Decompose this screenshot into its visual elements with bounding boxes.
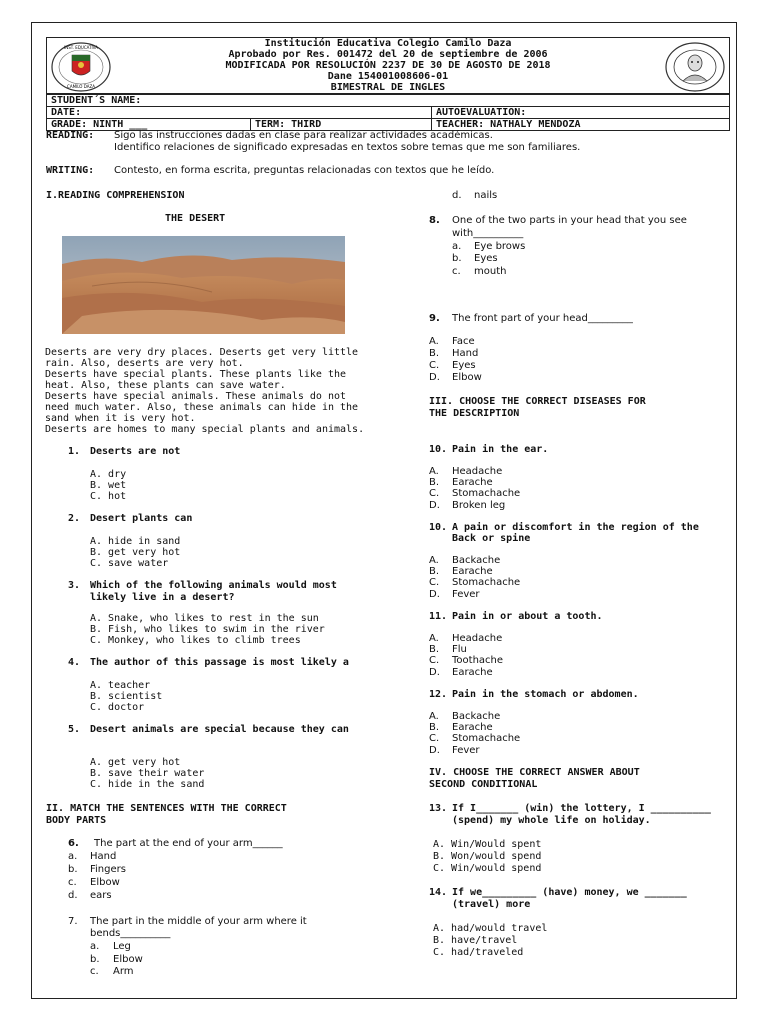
option-letter: B. (429, 566, 440, 577)
section-4-title: IV. CHOOSE THE CORRECT ANSWER ABOUT (429, 767, 640, 778)
answer-option[interactable]: B. Fish, who likes to swim in the river (90, 624, 325, 635)
answer-option[interactable]: Stomachache (452, 577, 521, 588)
question-text: Deserts are not (90, 446, 181, 457)
writing-objective: Contesto, en forma escrita, preguntas relacionadas con textos que he leído. (114, 165, 495, 176)
svg-text:CAMILO DAZA: CAMILO DAZA (67, 84, 95, 89)
question-text: Pain in the stomach or abdomen. (452, 689, 639, 700)
term-field: TERM: THIRD (251, 119, 432, 131)
answer-option[interactable]: C. save water (90, 558, 169, 569)
school-name: Institución Educativa Colegio Camilo Daza (264, 38, 512, 49)
modification-line: MODIFICADA POR RESOLUCIÓN 2237 DE 30 DE AGOSTO DE 2018 (225, 60, 551, 71)
option-letter: c. (452, 266, 461, 277)
question-number: 9. (429, 313, 440, 324)
question-text-cont: with__________ (452, 228, 524, 239)
question-text: If we_________ (have) money, we _______ (452, 887, 687, 898)
answer-option[interactable]: Eye brows (474, 241, 526, 252)
question-number: 13. (429, 803, 448, 814)
option-letter: b. (90, 954, 100, 965)
section-2-title: II. MATCH THE SENTENCES WITH THE CORRECT (46, 803, 287, 814)
option-letter: a. (452, 241, 462, 252)
autoevaluation-field[interactable]: AUTOEVALUATION: (432, 107, 730, 119)
answer-option[interactable]: Earache (452, 477, 493, 488)
answer-option[interactable]: B. Won/would spend (433, 851, 542, 862)
answer-option[interactable]: C. had/traveled (433, 947, 524, 958)
answer-option[interactable]: nails (474, 190, 498, 201)
section-2-title-cont: BODY PARTS (46, 815, 107, 826)
question-text: The front part of your head_________ (452, 313, 633, 324)
answer-option[interactable]: Face (452, 336, 475, 347)
answer-option[interactable]: A. get very hot (90, 757, 181, 768)
answer-option[interactable]: B. have/travel (433, 935, 518, 946)
answer-option[interactable]: C. hot (90, 491, 127, 502)
answer-option[interactable]: B. scientist (90, 691, 163, 702)
answer-option[interactable]: Elbow (452, 372, 482, 383)
passage-title: THE DESERT (165, 213, 226, 224)
passage-paragraph: Deserts have special animals. These animals do not need much water. Also, these animals can hide in the sand when it is very hot. (45, 391, 359, 424)
question-number: 3. (68, 580, 81, 591)
answer-option[interactable]: A. teacher (90, 680, 151, 691)
answer-option[interactable]: A. dry (90, 469, 127, 480)
answer-option[interactable]: C. hide in the sand (90, 779, 205, 790)
question-number: 6. (68, 838, 79, 849)
answer-option[interactable]: Flu (452, 644, 467, 655)
option-letter: d. (452, 190, 462, 201)
seal-portrait-logo-icon (664, 41, 726, 93)
teacher-field: TEACHER: NATHALY MENDOZA (432, 119, 730, 131)
option-letter: a. (68, 851, 78, 862)
question-number: 7. (68, 916, 78, 927)
section-3-title: III. CHOOSE THE CORRECT DISEASES FOR (429, 396, 646, 407)
section-3-title-cont: THE DESCRIPTION (429, 408, 520, 419)
question-text: Desert animals are special because they can (90, 724, 349, 735)
answer-option[interactable]: A. Snake, who likes to rest in the sun (90, 613, 319, 624)
answer-option[interactable]: A. hide in sand (90, 536, 181, 547)
question-text: If I_______ (win) the lottery, I __________ (452, 803, 711, 814)
option-letter: b. (68, 864, 78, 875)
answer-option[interactable]: Stomachache (452, 488, 521, 499)
svg-text:INST. EDUCATIVA: INST. EDUCATIVA (64, 45, 98, 50)
option-letter: c. (90, 966, 99, 977)
question-text: The part at the end of your arm______ (94, 838, 283, 849)
answer-option[interactable]: Eyes (474, 253, 498, 264)
question-number: 11. (429, 611, 448, 622)
question-text: A pain or discomfort in the region of the (452, 522, 699, 533)
approval-line: Aprobado por Res. 001472 del 20 de septiembre de 2006 (228, 49, 548, 60)
option-letter: c. (68, 877, 77, 888)
school-crest-logo-icon (50, 41, 112, 93)
date-field[interactable]: DATE: (47, 107, 432, 119)
answer-option[interactable]: Fingers (90, 864, 126, 875)
answer-option[interactable]: Hand (90, 851, 117, 862)
option-letter: A. (429, 711, 439, 722)
answer-option[interactable]: Fever (452, 745, 480, 756)
question-number: 10. (429, 522, 448, 533)
answer-option[interactable]: Broken leg (452, 500, 506, 511)
section-4-title-cont: SECOND CONDITIONAL (429, 779, 538, 790)
question-text-cont: Back or spine (452, 533, 531, 544)
answer-option[interactable]: Headache (452, 466, 503, 477)
student-info-table (46, 94, 730, 131)
reading-label: READING: (46, 130, 95, 141)
option-letter: B. (429, 477, 440, 488)
option-letter: b. (452, 253, 462, 264)
answer-option[interactable]: Leg (113, 941, 131, 952)
option-letter: C. (429, 733, 440, 744)
answer-option[interactable]: Elbow (113, 954, 143, 965)
option-letter: B. (429, 722, 440, 733)
passage-paragraph: Deserts are very dry places. Deserts get very little rain. Also, deserts are very hot. (45, 347, 359, 369)
grade-field: GRADE: NINTH ___ (47, 119, 251, 131)
answer-option[interactable]: Eyes (452, 360, 476, 371)
section-1-title: I.READING COMPREHENSION (46, 190, 185, 201)
answer-option[interactable]: Earache (452, 566, 493, 577)
passage-paragraph: Deserts have special plants. These plants like the heat. Also, these plants can save water. (45, 369, 347, 391)
answer-option[interactable]: Headache (452, 633, 503, 644)
student-name-field[interactable]: STUDENT´S NAME: (47, 95, 730, 107)
answer-option[interactable]: Earache (452, 667, 493, 678)
question-number: 1. (68, 446, 81, 457)
desert-photo (62, 236, 345, 334)
option-letter: A. (429, 555, 439, 566)
answer-option[interactable]: Fever (452, 589, 480, 600)
writing-label: WRITING: (46, 165, 95, 176)
answer-option[interactable]: B. wet (90, 480, 127, 491)
question-text: Desert plants can (90, 513, 193, 524)
passage-paragraph: Deserts are homes to many special plants and animals. (45, 424, 365, 435)
answer-option[interactable]: ears (90, 890, 112, 901)
answer-option[interactable]: B. save their water (90, 768, 205, 779)
question-number: 12. (429, 689, 448, 700)
answer-option[interactable]: Toothache (452, 655, 504, 666)
question-text: Pain in or about a tooth. (452, 611, 603, 622)
header-text (127, 38, 649, 93)
answer-option[interactable]: B. get very hot (90, 547, 181, 558)
answer-option[interactable]: Hand (452, 348, 479, 359)
answer-option[interactable]: C. Monkey, who likes to climb trees (90, 635, 301, 646)
answer-option[interactable]: Earache (452, 722, 493, 733)
answer-option[interactable]: mouth (474, 266, 507, 277)
answer-option[interactable]: C. doctor (90, 702, 145, 713)
answer-option[interactable]: A. Win/Would spent (433, 839, 542, 850)
option-letter: C. (429, 577, 440, 588)
option-letter: D. (429, 500, 440, 511)
option-letter: B. (429, 348, 440, 359)
answer-option[interactable]: A. had/would travel (433, 923, 548, 934)
document-header (46, 37, 730, 94)
option-letter: A. (429, 336, 439, 347)
question-number: 10. (429, 444, 448, 455)
question-text-cont: (travel) more (452, 899, 531, 910)
answer-option[interactable]: C. Win/would spend (433, 863, 542, 874)
option-letter: A. (429, 466, 439, 477)
question-text: Which of the following animals would most likely live in a desert? (90, 580, 337, 603)
option-letter: B. (429, 644, 440, 655)
question-text-cont: bends__________ (90, 928, 171, 939)
option-letter: D. (429, 372, 440, 383)
answer-option[interactable]: Stomachache (452, 733, 521, 744)
question-number: 2. (68, 513, 81, 524)
question-number: 5. (68, 724, 81, 735)
passage-text (45, 347, 365, 435)
reading-objective-2: Identifico relaciones de significado expresadas en textos sobre temas que me son familiares. (114, 142, 581, 153)
reading-objective-1: Sigo las instrucciones dadas en clase para realizar actividades académicas. (114, 130, 493, 141)
question-text: The part in the middle of your arm where it (90, 916, 307, 927)
option-letter: D. (429, 745, 440, 756)
option-letter: d. (68, 890, 78, 901)
option-letter: C. (429, 488, 440, 499)
option-letter: D. (429, 589, 440, 600)
question-text-cont: (spend) my whole life on holiday. (452, 815, 651, 826)
question-number: 8. (429, 215, 440, 226)
answer-option[interactable]: Arm (113, 966, 134, 977)
question-number: 4. (68, 657, 81, 668)
dane-line: Dane 154001008606-01 (327, 71, 449, 82)
option-letter: C. (429, 655, 440, 666)
answer-option[interactable]: Backache (452, 555, 501, 566)
option-letter: A. (429, 633, 439, 644)
question-text: Pain in the ear. (452, 444, 549, 455)
question-text: One of the two parts in your head that you see (452, 215, 687, 226)
answer-option[interactable]: Elbow (90, 877, 120, 888)
answer-option[interactable]: Backache (452, 711, 501, 722)
option-letter: C. (429, 360, 440, 371)
option-letter: D. (429, 667, 440, 678)
question-number: 14. (429, 887, 448, 898)
option-letter: a. (90, 941, 100, 952)
question-text: The author of this passage is most likely a (90, 657, 349, 668)
exam-title: BIMESTRAL DE INGLES (330, 82, 446, 93)
